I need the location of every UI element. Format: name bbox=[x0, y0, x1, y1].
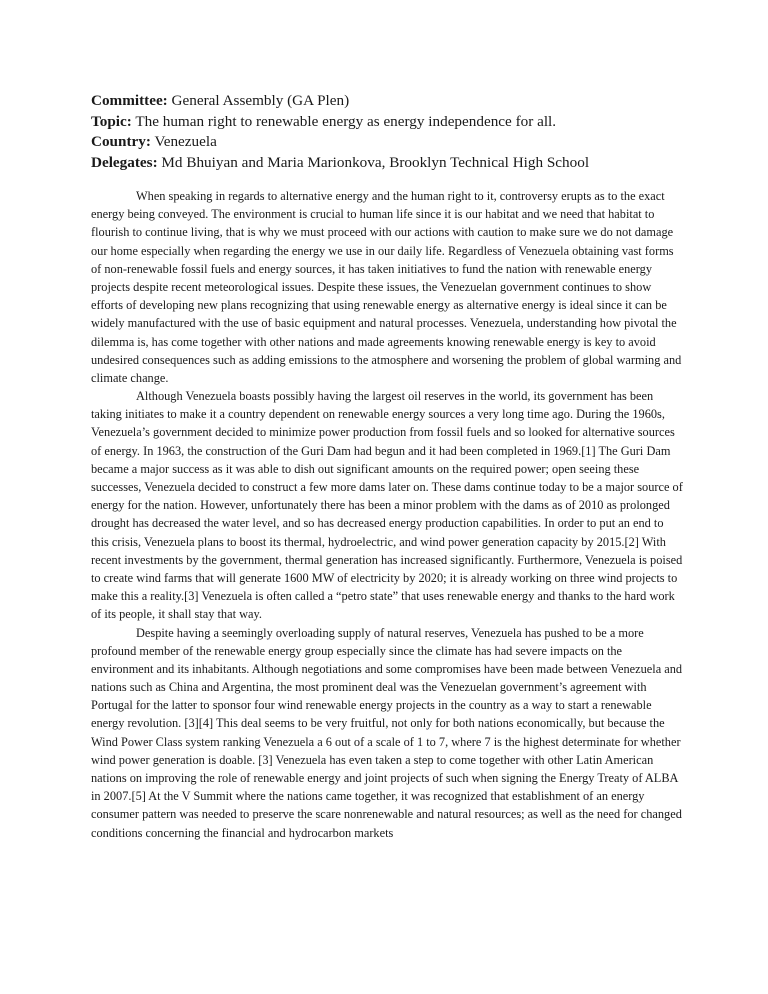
country-line bbox=[91, 132, 691, 153]
topic-value: The human right to renewable energy as energy independence for all. bbox=[135, 112, 557, 130]
delegates-line bbox=[91, 153, 691, 174]
committee-line bbox=[91, 91, 691, 112]
committee-value: General Assembly (GA Plen) bbox=[171, 92, 350, 109]
body-paragraph: When speaking in regards to alternative energy and the human right to it, controversy erupts as to the exact energy being conveyed. The environment is crucial to human life since it is our habitat and we need that habitat to flourish to continue living, that is why we must proceed with our actions with caution to make sure we do not damage our home especially when regarding the energy we use in our daily life. Regardless of Venezuela obtaining vast forms of non-renewable fossil fuels and energy sources, it has taken initiatives to fund the nation with renewable energy projects despite recent meteorological issues. Despite these issues, the Venezuelan government continues to show efforts of developing new plans recognizing that using renewable energy as alternative energy is ideal since it can be widely manufactured with the use of basic equipment and natural processes. Venezuela, understanding how pivotal the dilemma is, has come together with other nations and made agreements knowing renewable energy is key to avoid undesired consequences such as adding emissions to the atmosphere and worsening the problem of global warming and climate change. bbox=[91, 189, 682, 385]
delegates-label: Delegates: bbox=[91, 153, 158, 171]
body-paragraph: Although Venezuela boasts possibly having the largest oil reserves in the world, its government has been taking initiates to make it a country dependent on renewable energy sources a very long time ago. During the 1960s, Venezuela’s government decided to minimize power production from fossil fuels and so looked for alternative sources of energy. In 1963, the construction of the Guri Dam had begun and it had been completed in 1969.[1] The Guri Dam became a major success as it was able to dish out significant amounts on the required power; open seeing these successes, Venezuela decided to construct a few more dams later on. These dams continue today to be a major source of energy for the nation. However, unfortunately there has been a minor problem with the dams as of 2010 as prolonged drought has decreased the water level, and so has decreased energy production capabilities. In order to put an end to this crisis, Venezuela plans to boost its thermal, hydroelectric, and wind power generation capacity by 2015.[2] With recent investments by the government, thermal generation has increased significantly. Furthermore, Venezuela is poised to create wind farms that will generate 1600 MW of electricity by 2020; it is already working on three wind projects to make this a reality.[3] Venezuela is often called a “petro state” that uses renewable energy and thanks to the hard work of its people, it shall stay that way. bbox=[91, 389, 683, 622]
delegates-value: Md Bhuiyan and Maria Marionkova, Brooklyn Technical High School bbox=[161, 153, 590, 171]
body-paragraph: Despite having a seemingly overloading supply of natural reserves, Venezuela has pushed to be a more profound member of the renewable energy group especially since the climate has had severe impacts on the environment and its inhabitants. Although negotiations and some compromises have been made between Venezuela and nations such as China and Argentina, the most prominent deal was the Venezuelan government’s agreement with Portugal for the latter to sponsor four wind renewable energy projects in the country as a way to start a renewable energy revolution. [3][4] This deal seems to be very fruitful, not only for both nations economically, but because the Wind Power Class system ranking Venezuela a 6 out of a scale of 1 to 7, where 7 is the highest determinate for whether wind power generation is doable. [3] Venezuela has even taken a step to come together with other Latin American nations on improving the role of renewable energy and joint projects of such when signing the Energy Treaty of ALBA in 2007.[5] At the V Summit where the nations came together, it was recognized that establishment of an energy consumer pattern was needed to preserve the scare nonrenewable and natural resources; as well as the need for changed conditions concerning the financial and hydrocarbon markets bbox=[91, 625, 683, 840]
document-body bbox=[91, 187, 683, 842]
topic-label: Topic: bbox=[91, 112, 132, 130]
country-label: Country: bbox=[91, 133, 151, 150]
country-value: Venezuela bbox=[154, 133, 217, 150]
topic-line bbox=[91, 112, 691, 133]
position-paper-header bbox=[91, 91, 691, 173]
committee-label: Committee: bbox=[91, 92, 168, 109]
